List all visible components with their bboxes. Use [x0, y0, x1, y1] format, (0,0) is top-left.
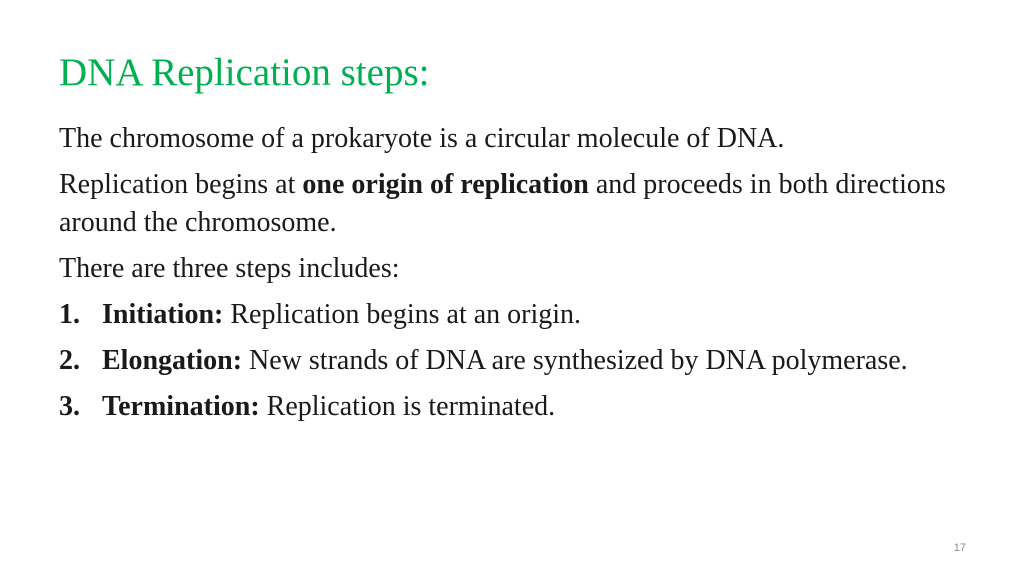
- step-description: Replication is terminated.: [259, 391, 556, 422]
- page-number: 17: [953, 542, 966, 554]
- step-term: Termination:: [102, 391, 260, 422]
- step-description: New strands of DNA are synthesized by DNA polymerase.: [242, 345, 908, 376]
- step-term: Initiation:: [102, 299, 224, 330]
- origin-of-replication-term: one origin of replication: [302, 169, 589, 200]
- step-initiation: [59, 296, 959, 334]
- step-termination: [59, 388, 959, 426]
- slide-body: [59, 120, 959, 434]
- steps-list: [59, 296, 959, 426]
- step-number: 1.: [59, 299, 80, 330]
- paragraph-replication-origin: [59, 166, 959, 242]
- paragraph-steps-intro: There are three steps includes:: [59, 253, 400, 284]
- step-term: Elongation:: [102, 345, 243, 376]
- step-description: Replication begins at an origin.: [223, 299, 582, 330]
- step-elongation: [59, 342, 959, 380]
- step-number: 2.: [59, 345, 80, 376]
- step-number: 3.: [59, 391, 80, 422]
- paragraph-text-end: and proceeds in both directions around the chromosome.: [59, 169, 946, 238]
- slide-title: DNA Replication steps:: [59, 51, 430, 94]
- paragraph-text-start: Replication begins at: [59, 169, 303, 200]
- paragraph-chromosome: The chromosome of a prokaryote is a circular molecule of DNA.: [59, 123, 785, 154]
